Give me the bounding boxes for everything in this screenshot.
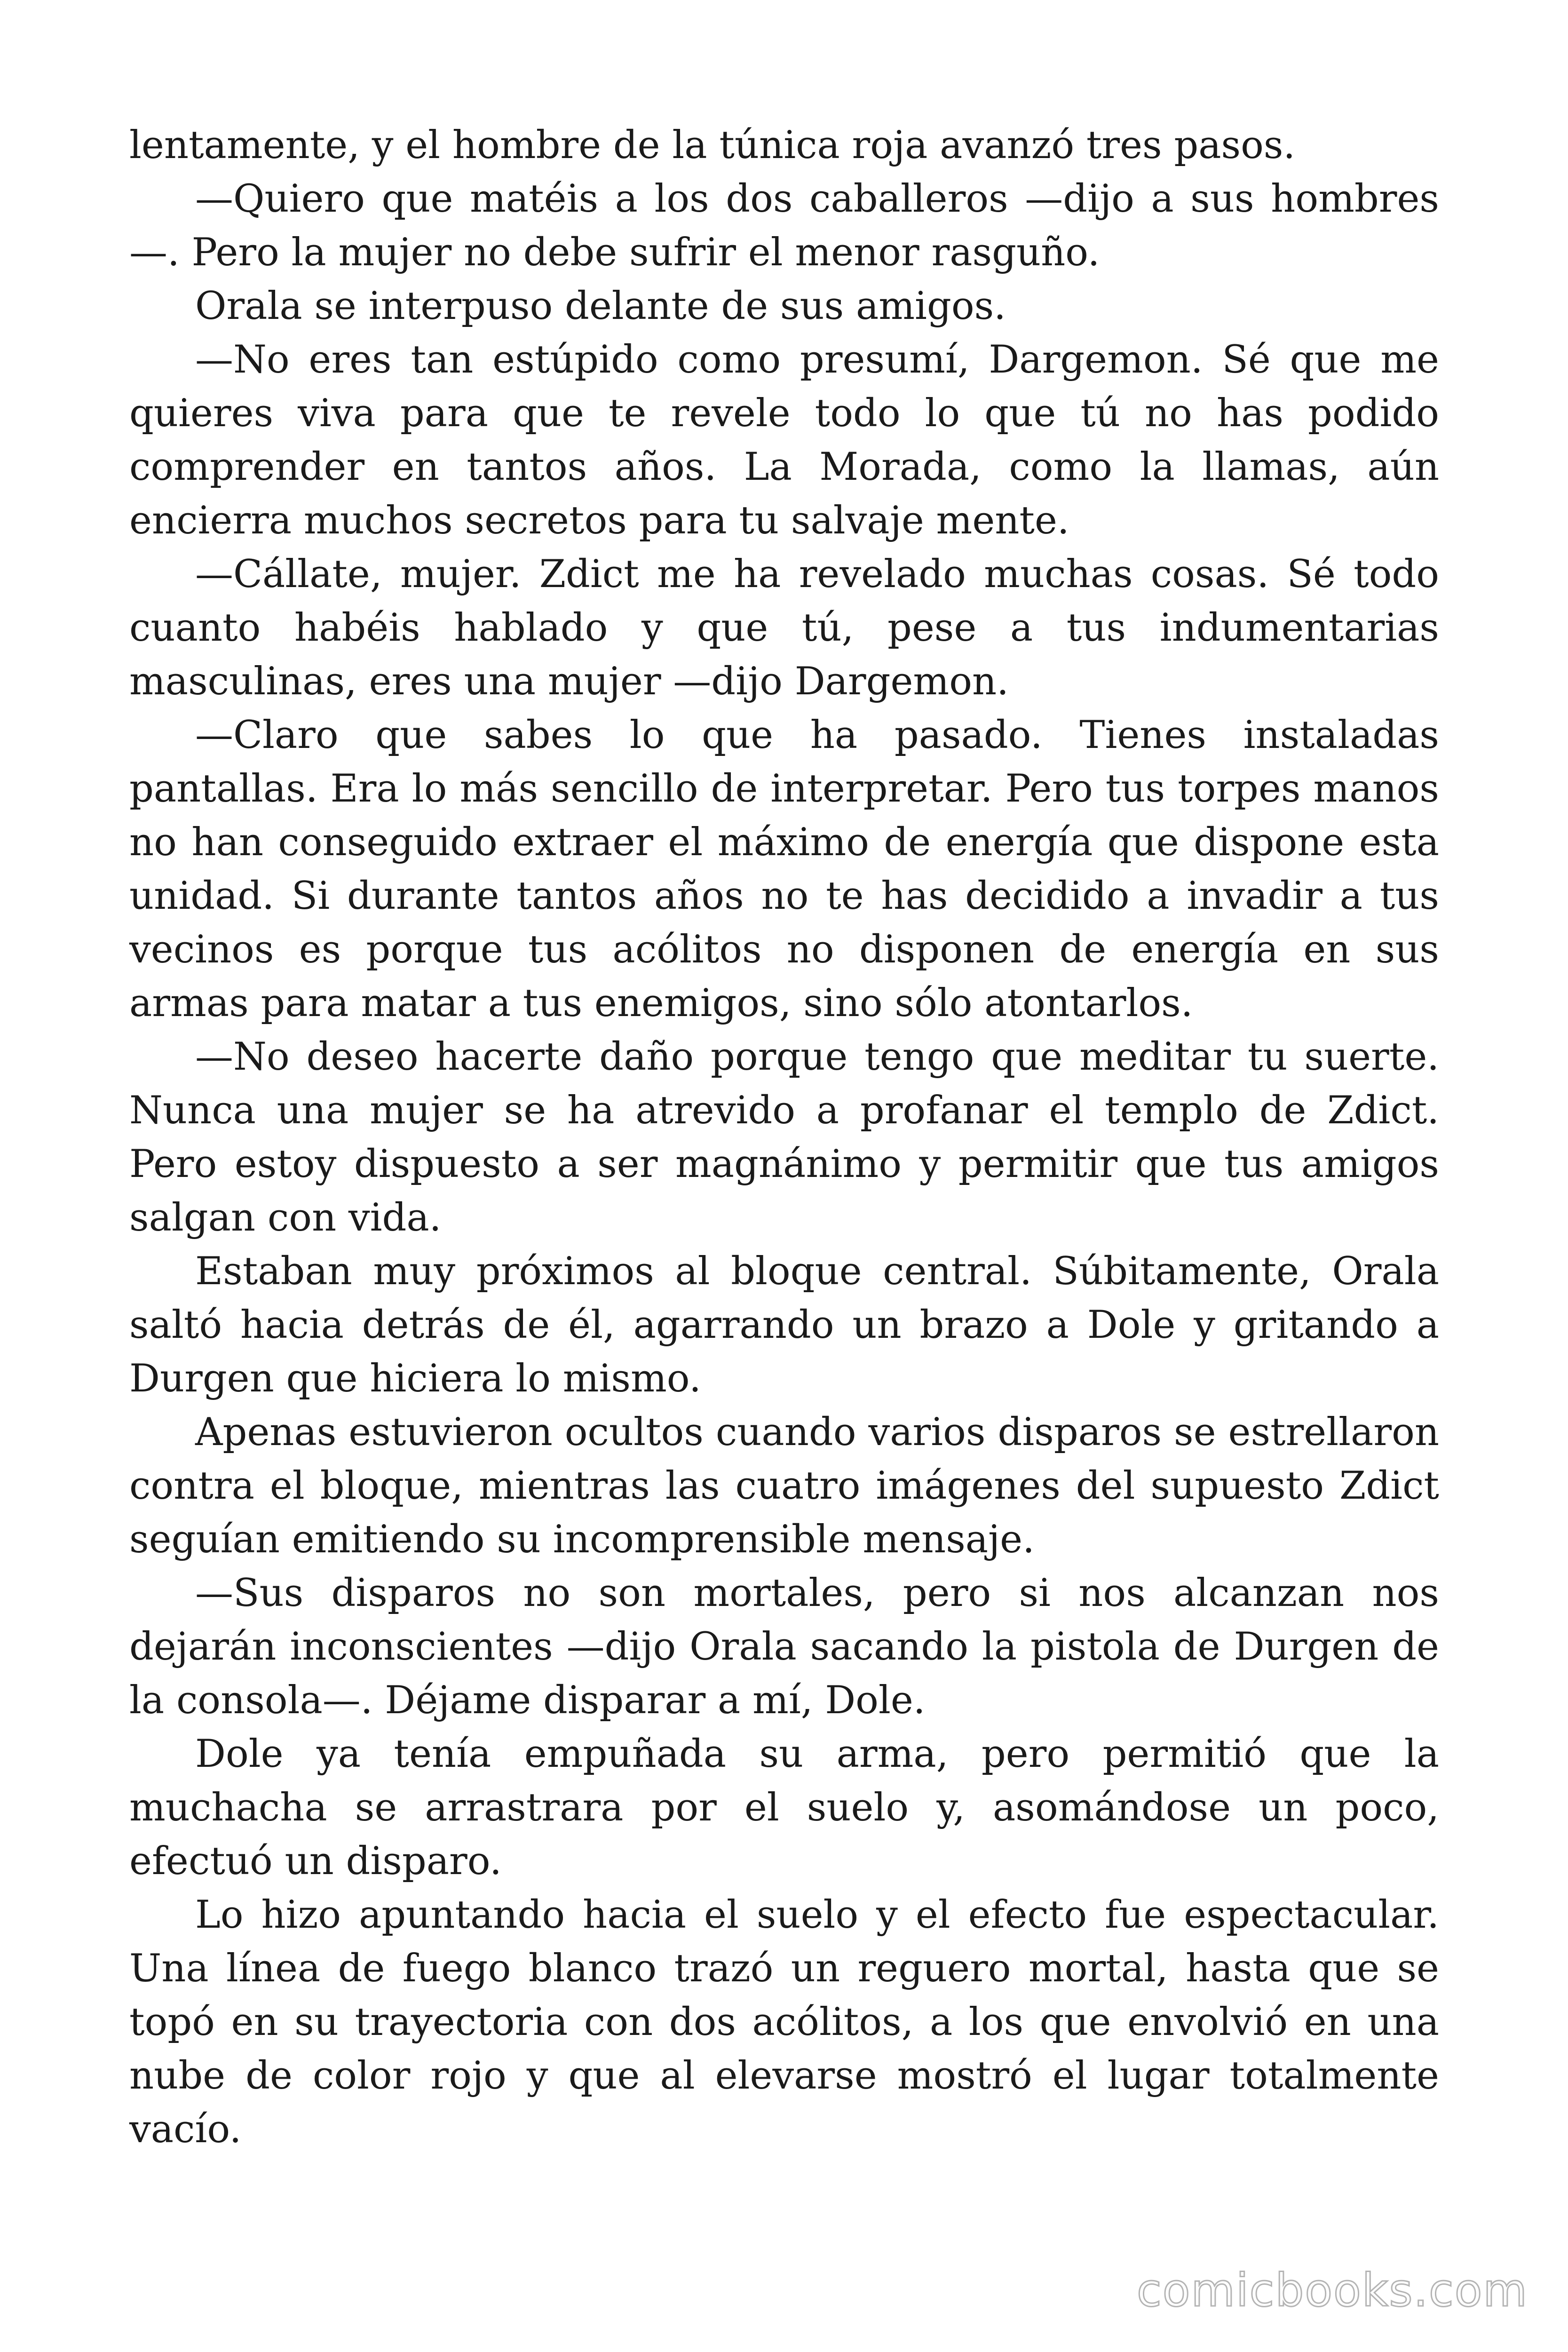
page-body-text: [129, 119, 1439, 2156]
paragraph: —Quiero que matéis a los dos caballeros —dijo a sus hombres—. Pero la mujer no debe sufrir el menor rasguño.: [129, 177, 1439, 275]
paragraph: —No deseo hacerte daño porque tengo que meditar tu suerte. Nunca una mujer se ha atrevido a profanar el templo de Zdict. Pero estoy dispuesto a ser magnánimo y permitir que tus amigos salgan con vida.: [129, 1035, 1439, 1240]
paragraph: —Sus disparos no son mortales, pero si nos alcanzan nos dejarán inconscientes —dijo Orala sacando la pistola de Durgen de la consola—. Déjame disparar a mí, Dole.: [129, 1571, 1439, 1723]
paragraph: lentamente, y el hombre de la túnica roja avanzó tres pasos.: [129, 123, 1296, 167]
paragraph: Apenas estuvieron ocultos cuando varios disparos se estrellaron contra el bloque, mientras las cuatro imágenes del supuesto Zdict seguían emitiendo su incomprensible mensaje.: [129, 1410, 1439, 1562]
paragraph: Lo hizo apuntando hacia el suelo y el efecto fue espectacular. Una línea de fuego blanco trazó un reguero mortal, hasta que se topó en su trayectoria con dos acólitos, a los que envolvió en una nube de color rojo y que al elevarse mostró el lugar totalmente vacío.: [129, 1893, 1439, 2152]
watermark: comicbooks.com: [1136, 2264, 1528, 2317]
paragraph: —No eres tan estúpido como presumí, Dargemon. Sé que me quieres viva para que te revele todo lo que tú no has podido comprender en tantos años. La Morada, como la llamas, aún encierra muchos secretos para tu salvaje mente.: [129, 338, 1439, 543]
paragraph: —Claro que sabes lo que ha pasado. Tienes instaladas pantallas. Era lo más sencillo de interpretar. Pero tus torpes manos no han conseguido extraer el máximo de energía que dispone esta unidad. Si durante tantos años no te has decidido a invadir a tus vecinos es porque tus acólitos no disponen de energía en sus armas para matar a tus enemigos, sino sólo atontarlos.: [129, 713, 1439, 1025]
paragraph: —Cállate, mujer. Zdict me ha revelado muchas cosas. Sé todo cuanto habéis hablado y que tú, pese a tus indumentarias masculinas, eres una mujer —dijo Dargemon.: [129, 552, 1439, 704]
paragraph: Orala se interpuso delante de sus amigos.: [195, 284, 1006, 328]
paragraph: Dole ya tenía empuñada su arma, pero permitió que la muchacha se arrastrara por el suelo y, asomándose un poco, efectuó un disparo.: [129, 1732, 1439, 1883]
paragraph: Estaban muy próximos al bloque central. Súbitamente, Orala saltó hacia detrás de él, agarrando un brazo a Dole y gritando a Durgen que hiciera lo mismo.: [129, 1249, 1439, 1401]
